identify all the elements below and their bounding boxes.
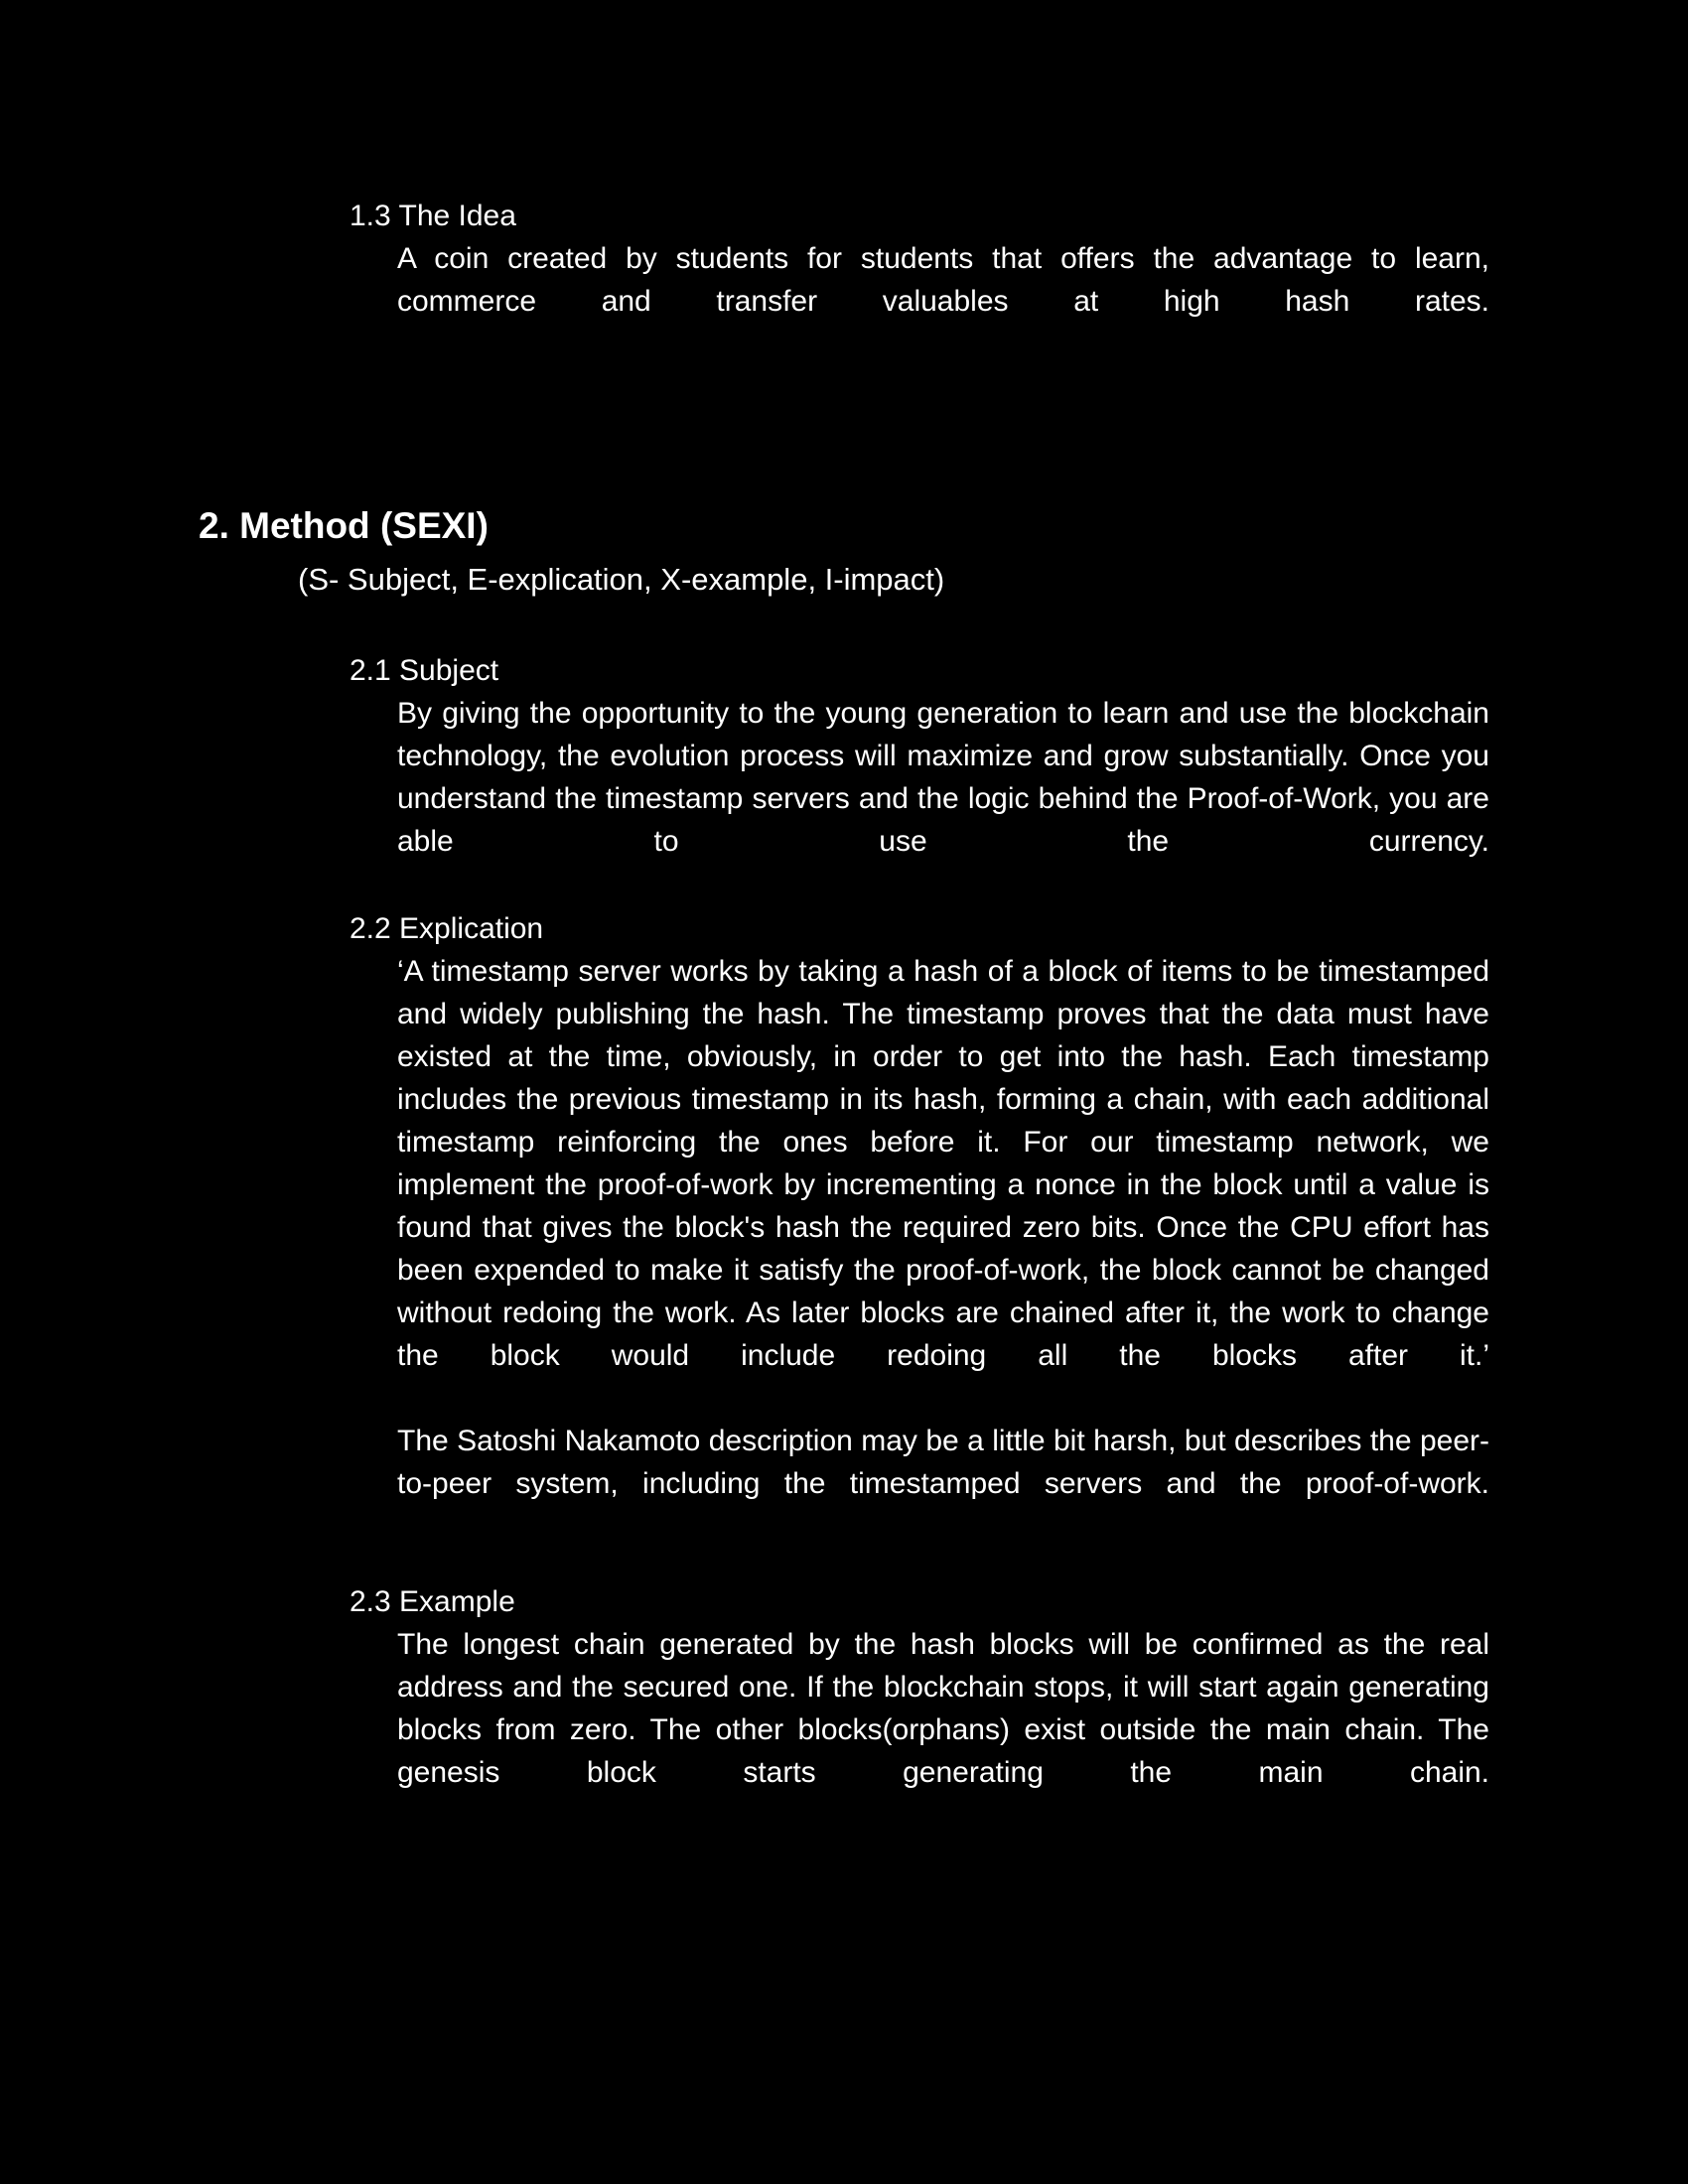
section-2-1-subject (350, 649, 1489, 905)
section-heading-2-2: 2.2 Explication (350, 912, 544, 945)
section-heading-2-method: 2. Method (SEXI) (199, 505, 489, 546)
section-body-2-1: By giving the opportunity to the young generation to learn and use the blockchain technology, the evolution process will maximize and grow substantially. Once you understand the timestamp servers and the logic behind the Proof-of-Work, you are able to use the currency. (397, 697, 1489, 858)
section-heading-2-1: 2.1 Subject (350, 654, 499, 687)
section-1-3-idea (350, 195, 1489, 365)
section-subtitle-2-method: (S- Subject, E-explication, X-example, I-impact) (298, 562, 945, 597)
section-2-2-explication (350, 907, 1489, 1548)
section-2-3-example (350, 1580, 1489, 1837)
section-body-1-3: A coin created by students for students that offers the advantage to learn, commerce and transfer valuables at high hash rates. (397, 242, 1489, 318)
section-heading-1-3: 1.3 The Idea (350, 200, 516, 232)
section-body-2-3: The longest chain generated by the hash blocks will be confirmed as the real address and the secured one. If the blockchain stops, it will start again generating blocks from zero. The other blocks(orphans) exist outside the main chain. The genesis block starts generating the main chain. (397, 1628, 1489, 1789)
section-body-2-2-quote: ‘A timestamp server works by taking a hash of a block of items to be timestamped and widely publishing the hash. The timestamp proves that the data must have existed at the time, obviously, in order to get into the hash. Each timestamp includes the previous timestamp in its hash, forming a chain, with each additional timestamp reinforcing the ones before it. For our timestamp network, we implement the proof-of-work by incrementing a nonce in the block until a value is found that gives the block's hash the required zero bits. Once the CPU effort has been expended to make it satisfy the proof-of-work, the block cannot be changed without redoing the work. As later blocks are chained after it, the work to change the block would include redoing all the blocks after it.’ (397, 955, 1489, 1372)
section-heading-2-3: 2.3 Example (350, 1585, 515, 1618)
section-body-2-2-comment: The Satoshi Nakamoto description may be a little bit harsh, but describes the peer-to-peer system, including the timestamped servers and the proof-of-work. (397, 1425, 1489, 1500)
